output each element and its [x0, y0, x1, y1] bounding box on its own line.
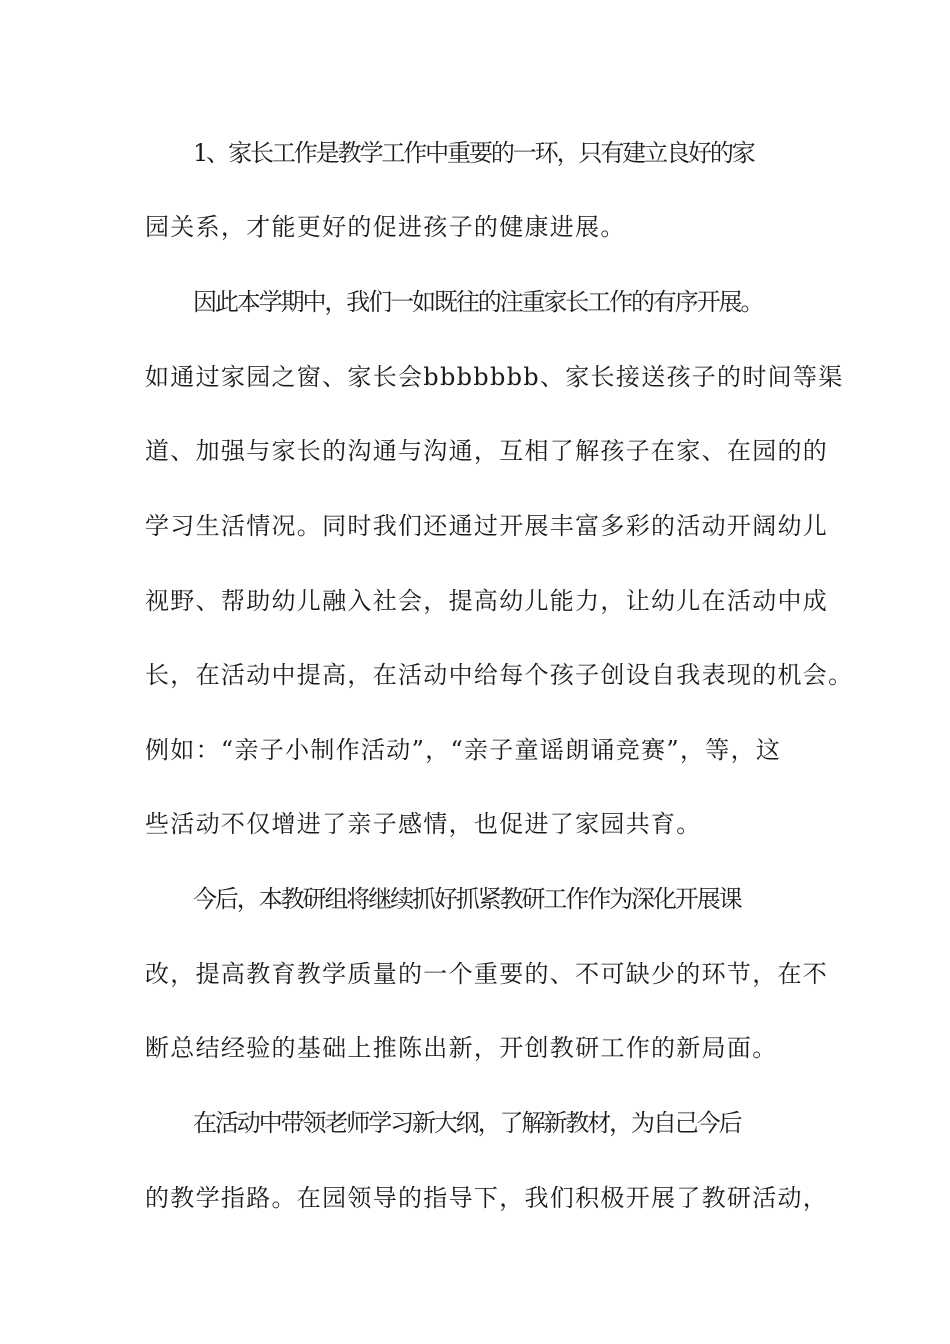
text-line: 1、家长工作是教学工作中重要的一环，只有建立良好的家: [193, 139, 754, 167]
text-line: 在活动中带领老师学习新大纲，了解新教材，为自己今后: [193, 1109, 741, 1137]
text-line: 长，在活动中提高，在活动中给每个孩子创设自我表现的机会。: [145, 661, 854, 689]
text-line: 改，提高教育教学质量的一个重要的、不可缺少的环节，在不: [145, 960, 829, 988]
text-line: 些活动不仅增进了亲子感情，也促进了家园共育。: [145, 810, 702, 838]
text-line: 园关系，才能更好的促进孩子的健康进展。: [145, 213, 626, 241]
text-line: 例如：“亲子小制作活动”，“亲子童谣朗诵竞赛”，等，这: [145, 736, 782, 764]
text-line: 学习生活情况。同时我们还通过开展丰富多彩的活动开阔幼儿: [145, 512, 829, 540]
text-line: 今后，本教研组将继续抓好抓紧教研工作作为深化开展课: [193, 885, 741, 913]
text-line: 因此本学期中，我们一如既往的注重家长工作的有序开展。: [193, 288, 763, 316]
text-line: 如通过家园之窗、家长会bbbbbbb、家长接送孩子的时间等渠: [145, 363, 844, 391]
text-line: 视野、帮助幼儿融入社会，提高幼儿能力，让幼儿在活动中成: [145, 587, 829, 615]
text-line: 道、加强与家长的沟通与沟通，互相了解孩子在家、在园的的: [145, 437, 829, 465]
text-line: 断总结经验的基础上推陈出新，开创教研工作的新局面。: [145, 1034, 778, 1062]
text-line: 的教学指路。在园领导的指导下，我们积极开展了教研活动，: [145, 1184, 829, 1212]
